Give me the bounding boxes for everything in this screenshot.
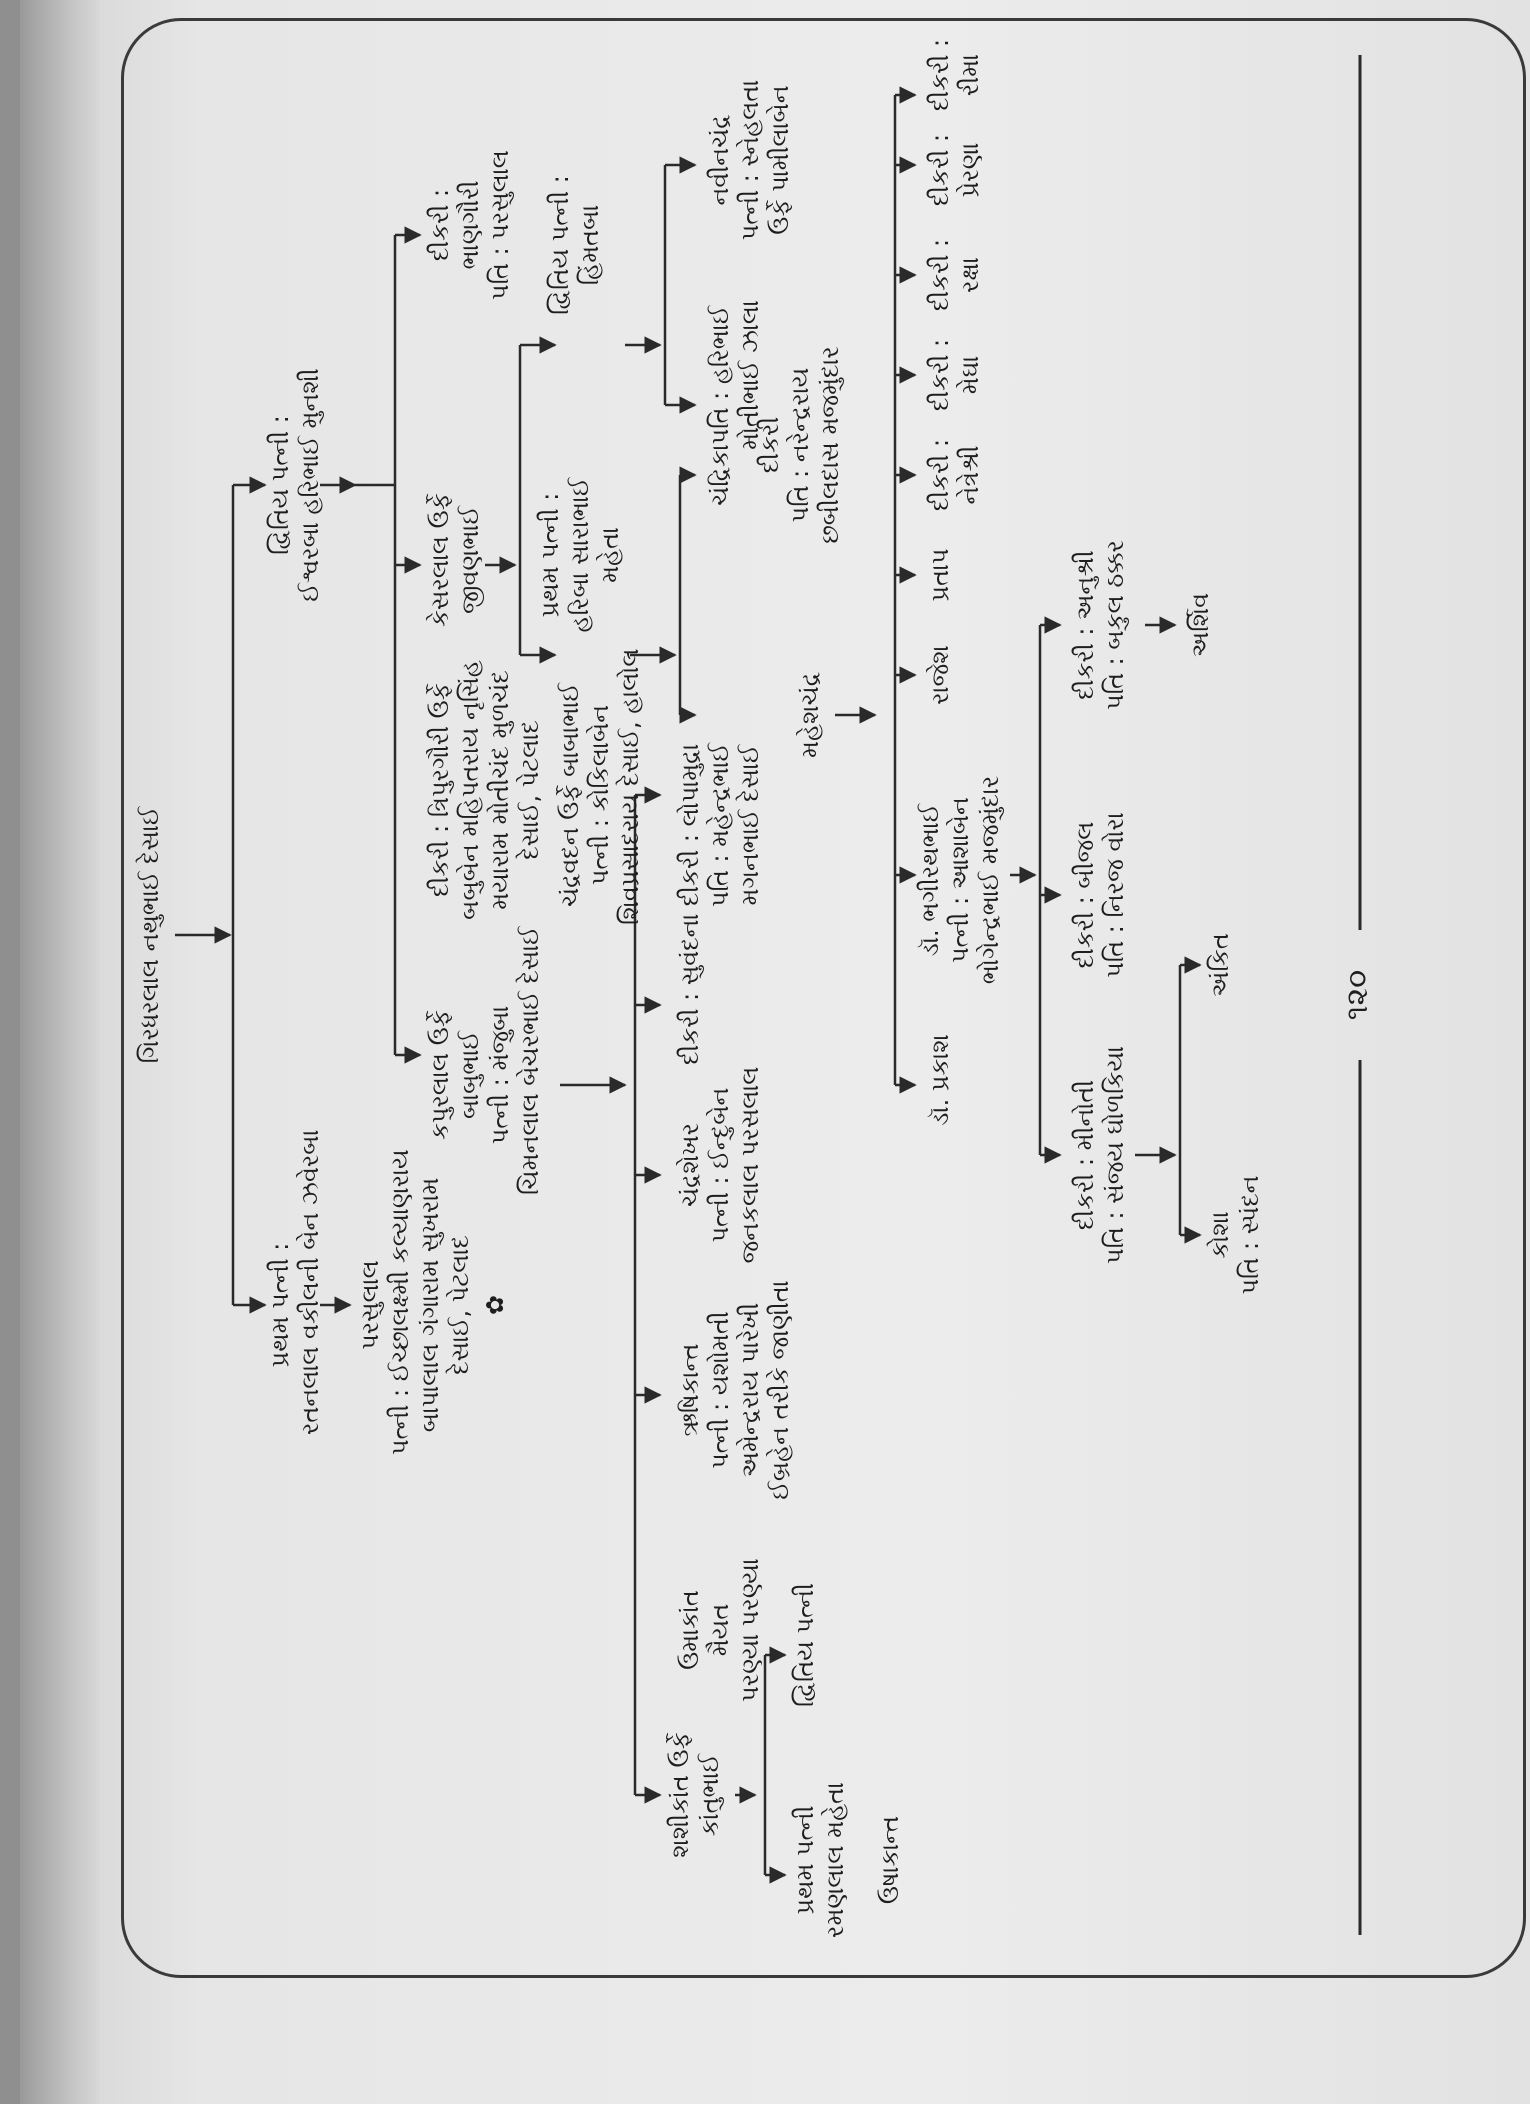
kesarlal-node: કેસરલાલ ઉર્ફે જીવણભાઈ xyxy=(426,493,484,627)
bhaanagauri-node: દીકરી : ભાણગૌરી પતિ : પરસુલાલ xyxy=(426,150,514,300)
suvanda-node: દીકરી : સુવંદના xyxy=(676,913,704,1065)
prerana-node: દીકરી : પ્રેરણા xyxy=(926,133,984,207)
navinchandra-node: નવીનચંદ્ર પત્ની : સ્નેહલતા ઉર્ફે પામીલાબેન xyxy=(706,79,794,241)
chandravadan-node: ચંદ્રવદન ઉર્ફે બાબાભાઈ પત્ની : કોકિલાબેન શિવપ્રસાદરાય દેસાઈ, હાલોલ xyxy=(556,648,644,925)
page-binding-shadow xyxy=(20,0,100,2104)
root-node: ગિરધરલાલ નથુભાઈ દેસાઈ xyxy=(136,806,164,1064)
sk-second-wife-node: દ્વિતિય પત્ની xyxy=(791,1583,819,1707)
flower-mark: ✿ xyxy=(481,1294,509,1316)
jiju-node: દીકરી : બીજલ પતિ : નિરજ વોરા xyxy=(1071,812,1129,978)
maheshchandra-node: મહેશચંદ્ર xyxy=(796,672,824,758)
minoti-node: દીકરી : મીનોતી પતિ : સંજય ઘોળકિયા xyxy=(1071,1046,1129,1264)
dr-bhagirath-node: ડૉ. ભગીરથભાઈ પત્ની : આશાબેન ભોગેન્દ્રભાઈ મજમુંદાર xyxy=(916,775,1004,985)
first-wife-node: પ્રથમ પત્ની : રતનલાલ વકીલની બેન ઝવેરબા xyxy=(266,1129,324,1435)
footer-rule xyxy=(115,30,1495,1955)
ushakant-node: ઉષાકાન્ત xyxy=(876,1815,904,1905)
rima-node: દીકરી : રીમા xyxy=(926,38,984,112)
page-number: ૧૨૦ xyxy=(1340,969,1375,1021)
arshiv-node: અર્શિવ xyxy=(1186,592,1214,658)
anushree-node: દીકરી : અનુશ્રી પતિ : બકુલ ઠક્કર xyxy=(1071,540,1129,710)
umakant-node: ઉમાકાંત મૈયત પરણ્યા પરણ્યા xyxy=(676,1558,764,1702)
second-wife-node: દ્વિતિય પત્ની : ઈશ્વરબા હરિભાઈ મુનશી xyxy=(266,368,324,602)
pratap-node: પ્રતાપ xyxy=(926,548,954,602)
deekri-harilal-node: પતિ : હરિભાઈ મોતીભાઈ ઝાલા xyxy=(706,300,764,450)
family-tree-diagram xyxy=(115,30,1495,1955)
sk-first-wife-node: પ્રથમ પત્ની રમણલાલ મહેતા xyxy=(791,1782,849,1938)
j-second-wife-node: દ્વિતિય પત્ની : હિંમતબા xyxy=(546,175,604,315)
chandrashekhar-node: ચંદ્રશેખર પત્ની : ઈન્દુબેન જનકલાલ પરસલાલ xyxy=(676,1066,764,1264)
kapurlal-node: કપુરલાલ ઉર્ફે બાબુભાઈ પત્ની : મંજુબા ચિમનલાલ બેચરભાઈ દેસાઈ xyxy=(426,926,544,1195)
megha-node: દીકરી : મેઘા xyxy=(926,338,984,412)
deekri-naren-node: દીકરી પતિ : નરેન્દ્રરાય છબીલદાસ મજમુંદાર xyxy=(756,346,844,544)
kosha-node: કોશા પતિ : સ્પંદન xyxy=(1206,1175,1264,1295)
ankit-node: અંકિત xyxy=(1206,933,1234,997)
lopamudra-node: દીકરી : લોપામુદ્રા પતિ : મહેન્દ્રભાઈ મગનભાઈ દેસાઈ xyxy=(676,742,764,908)
tripurgauri-node: દીકરી : ત્રિપુરગૌરી ઉર્ફે બબુબેન મહિપતરાય નૃસિંહ મયારામ મોતીચંદ મુળચંદ દેસાઈ, પેટલાદ xyxy=(426,660,544,920)
rajesh-node: રાજેશ xyxy=(926,645,954,705)
netraben-node: દીકરી : નેત્રેશ્રી xyxy=(926,438,984,512)
parubhai-node: પરસુલાલ પત્ની : ઈચ્છાલક્ષ્મી કલ્યાણરાય બાપાલાલ ગંગારામ સુખરામ દેસાઈ, પેટલાદ xyxy=(356,1149,474,1455)
chandrika-node: ચંદ્રિકા xyxy=(706,444,734,506)
shashikant-node: શશીકાંત ઉર્ફે કાંતુભાઈ xyxy=(666,1732,724,1858)
rushikant-node: ઋષિકાન્ત પત્ની : યશોમતી અમેન્દ્રરાય પારેખી ઈબ્રહેન તરીકે જાણીતા xyxy=(676,1280,794,1500)
raksha-node: દીકરી : રક્ષા xyxy=(926,238,984,312)
dr-prakash-node: ડૉ. પ્રકાશ xyxy=(926,1034,954,1126)
j-first-wife-node: પ્રથમ પત્ની : હરિબા સારાભાઈ મહેતા xyxy=(536,477,624,633)
